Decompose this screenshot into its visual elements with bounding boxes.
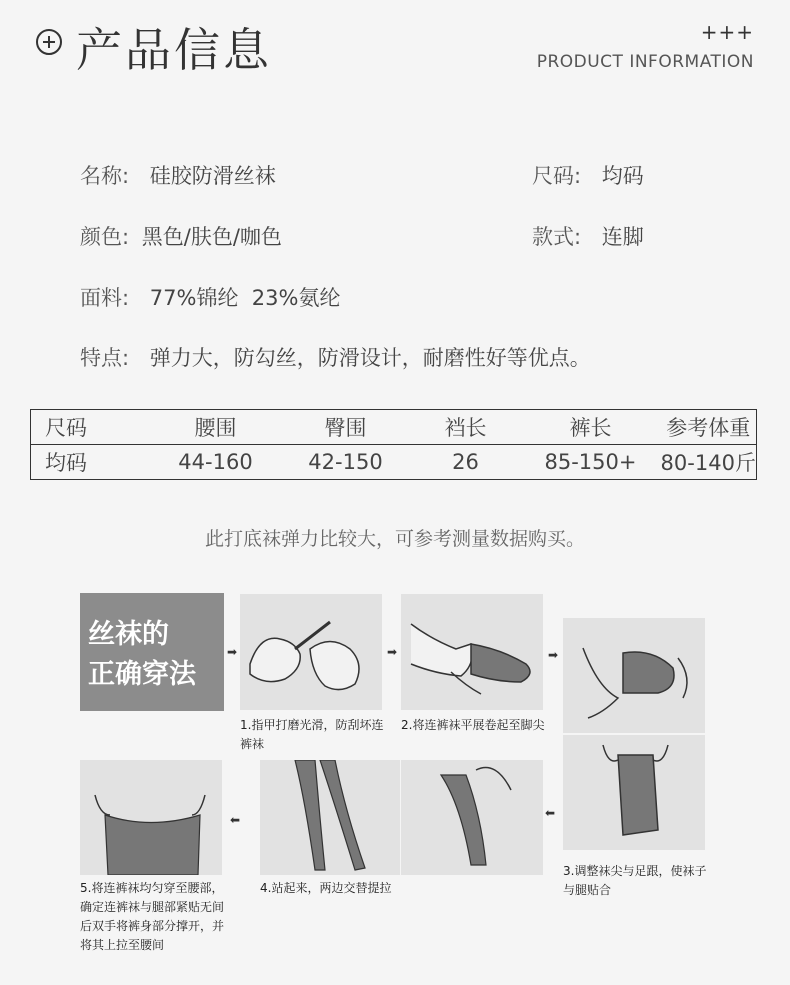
step3-caption: 3.调整袜尖与足跟，使袜子与腿贴合 <box>563 864 707 897</box>
table-cell: 44-160 <box>178 450 253 474</box>
arrow-left-icon: ⬅ <box>545 806 556 820</box>
feature-label: 特点: <box>80 346 130 370</box>
step1-caption: 1.指甲打磨光滑，防刮坏连裤袜 <box>240 718 384 751</box>
pulling-up-icon <box>401 760 543 875</box>
title-line-2: 正确穿法 <box>88 659 196 690</box>
table-cell: 26 <box>452 450 479 474</box>
table-row <box>31 445 757 480</box>
how-to-wear-title <box>80 593 224 711</box>
info-material <box>80 282 340 312</box>
step4-caption: 4.站起来，两边交替提拉 <box>260 881 392 895</box>
step4-illustration-left <box>260 760 400 875</box>
table-header-cell: 尺码 <box>31 410 151 445</box>
size-table <box>30 409 757 480</box>
title-line-1: 丝袜的 <box>88 619 169 650</box>
step5-illustration <box>80 760 222 875</box>
info-style <box>532 221 644 251</box>
step5-caption: 5.将连裤袜均匀穿至腰部，确定连裤袜与腿部紧贴无间后双手将裤身部分撑开，并将其上拉至腰间 <box>80 881 225 952</box>
table-cell: 80-140斤 <box>660 451 756 475</box>
table-header-cell: 臀围 <box>281 410 411 445</box>
info-name <box>80 160 276 190</box>
size-note: 此打底袜弹力比较大，可参考测量数据购买。 <box>204 528 585 550</box>
step1-illustration <box>240 594 382 710</box>
step4-illustration-right <box>401 760 543 875</box>
info-size <box>532 160 644 190</box>
waist-fitting-icon <box>80 760 222 875</box>
table-cell: 42-150 <box>308 450 383 474</box>
table-header-cell: 裤长 <box>521 410 661 445</box>
section-title: 产品信息 <box>76 23 272 77</box>
section-header <box>0 0 790 90</box>
size-value: 均码 <box>601 164 644 188</box>
color-value: 黑色/肤色/咖色 <box>141 225 282 249</box>
arrow-right-icon: ➡ <box>227 645 238 659</box>
adjusting-toe-icon <box>563 618 705 733</box>
plus-circle-icon <box>36 29 62 55</box>
info-color <box>80 221 282 251</box>
plus-marks: +++ <box>700 20 754 44</box>
step2-caption: 2.将连裤袜平展卷起至脚尖 <box>401 718 545 732</box>
table-cell: 均码 <box>45 451 87 475</box>
style-label: 款式: <box>532 225 582 249</box>
name-value: 硅胶防滑丝袜 <box>149 164 276 188</box>
arrow-right-icon: ➡ <box>548 648 559 662</box>
fitting-calf-icon <box>563 735 705 850</box>
arrow-left-icon: ⬅ <box>230 813 241 827</box>
style-value: 连脚 <box>601 225 644 249</box>
rolling-stocking-icon <box>401 594 543 710</box>
material-label: 面料: <box>80 286 130 310</box>
size-label: 尺码: <box>532 164 582 188</box>
hands-filing-nails-icon <box>240 594 382 710</box>
table-header-cell: 腰围 <box>151 410 281 445</box>
step3-illustration-bottom <box>563 735 705 850</box>
info-feature <box>80 342 591 372</box>
section-subtitle: PRODUCT INFORMATION <box>536 52 754 72</box>
step2-illustration <box>401 594 543 710</box>
table-header-cell: 参考体重 <box>661 410 757 445</box>
table-header-cell: 裆长 <box>411 410 521 445</box>
step3-illustration-top <box>563 618 705 733</box>
standing-legs-icon <box>260 760 400 875</box>
arrow-right-icon: ➡ <box>387 645 398 659</box>
name-label: 名称: <box>80 164 130 188</box>
table-header-row <box>31 410 757 445</box>
feature-value: 弹力大，防勾丝，防滑设计，耐磨性好等优点。 <box>149 346 591 370</box>
material-value: 77%锦纶 23%氨纶 <box>149 286 341 310</box>
color-label: 颜色: <box>80 225 130 249</box>
table-cell: 85-150+ <box>544 450 637 474</box>
